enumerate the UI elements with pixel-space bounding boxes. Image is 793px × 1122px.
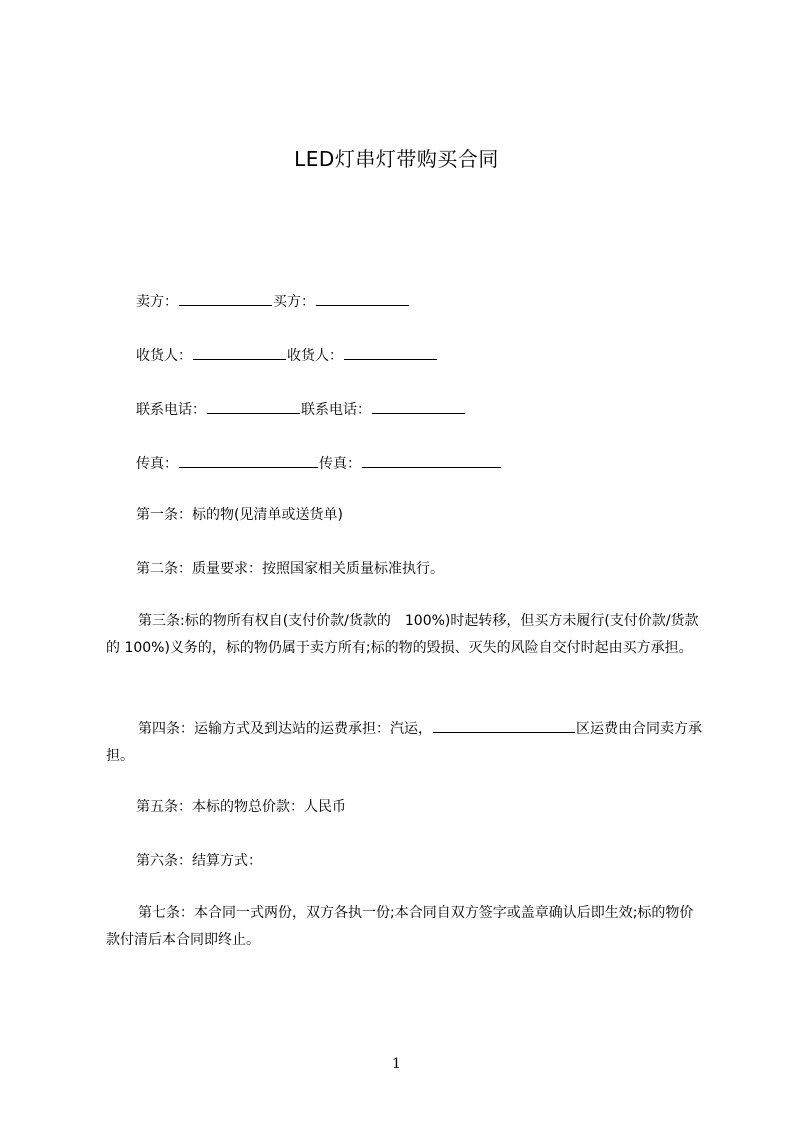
clause-4-text-a: 第四条：运输方式及到达站的运费承担：汽运， bbox=[138, 721, 432, 737]
fax-blank-buyer bbox=[362, 453, 501, 468]
phone-label-buyer: 联系电话： bbox=[301, 402, 371, 418]
clause-4-blank bbox=[433, 718, 575, 733]
clause-5: 第五条：本标的物总价款：人民币 bbox=[136, 799, 346, 815]
seller-blank bbox=[179, 291, 272, 306]
phone-blank-buyer bbox=[372, 399, 465, 414]
consignee-line bbox=[136, 345, 438, 366]
buyer-label: 买方： bbox=[273, 294, 315, 310]
clause-3: 第三条:标的物所有权自(支付价款/货款的 100%)时起转移，但买方未履行(支付价款/货款的 100%)义务的，标的物仍属于卖方所有;标的物的毁损、灭失的风险自交付时起由买方承担。 bbox=[106, 613, 699, 656]
phone-label-seller: 联系电话： bbox=[136, 402, 206, 418]
clause-7: 第七条：本合同一式两份，双方各执一份;本合同自双方签字或盖章确认后即生效;标的物价款付清后本合同即终止。 bbox=[106, 905, 694, 948]
clause-1: 第一条：标的物(见清单或送货单) bbox=[136, 507, 343, 523]
phone-blank-seller bbox=[207, 399, 300, 414]
contract-title: LED灯串灯带购买合同 bbox=[294, 147, 499, 171]
fax-line bbox=[136, 453, 502, 474]
consignee-label-buyer: 收货人： bbox=[287, 348, 343, 364]
buyer-blank bbox=[316, 291, 409, 306]
clause-4-text-b: 区运费由合同卖方承担。 bbox=[106, 721, 702, 764]
seller-label: 卖方： bbox=[136, 294, 178, 310]
phone-line bbox=[136, 399, 466, 420]
clause-2: 第二条：质量要求：按照国家相关质量标准执行。 bbox=[136, 561, 444, 577]
page-number: 1 bbox=[392, 1056, 401, 1072]
seller-buyer-line bbox=[136, 291, 410, 312]
consignee-blank-seller bbox=[193, 345, 286, 360]
fax-label-seller: 传真： bbox=[136, 456, 178, 472]
fax-blank-seller bbox=[179, 453, 318, 468]
consignee-label-seller: 收货人： bbox=[136, 348, 192, 364]
fax-label-buyer: 传真： bbox=[319, 456, 361, 472]
clause-4 bbox=[106, 716, 702, 770]
consignee-blank-buyer bbox=[344, 345, 437, 360]
clause-6: 第六条：结算方式： bbox=[136, 853, 262, 869]
